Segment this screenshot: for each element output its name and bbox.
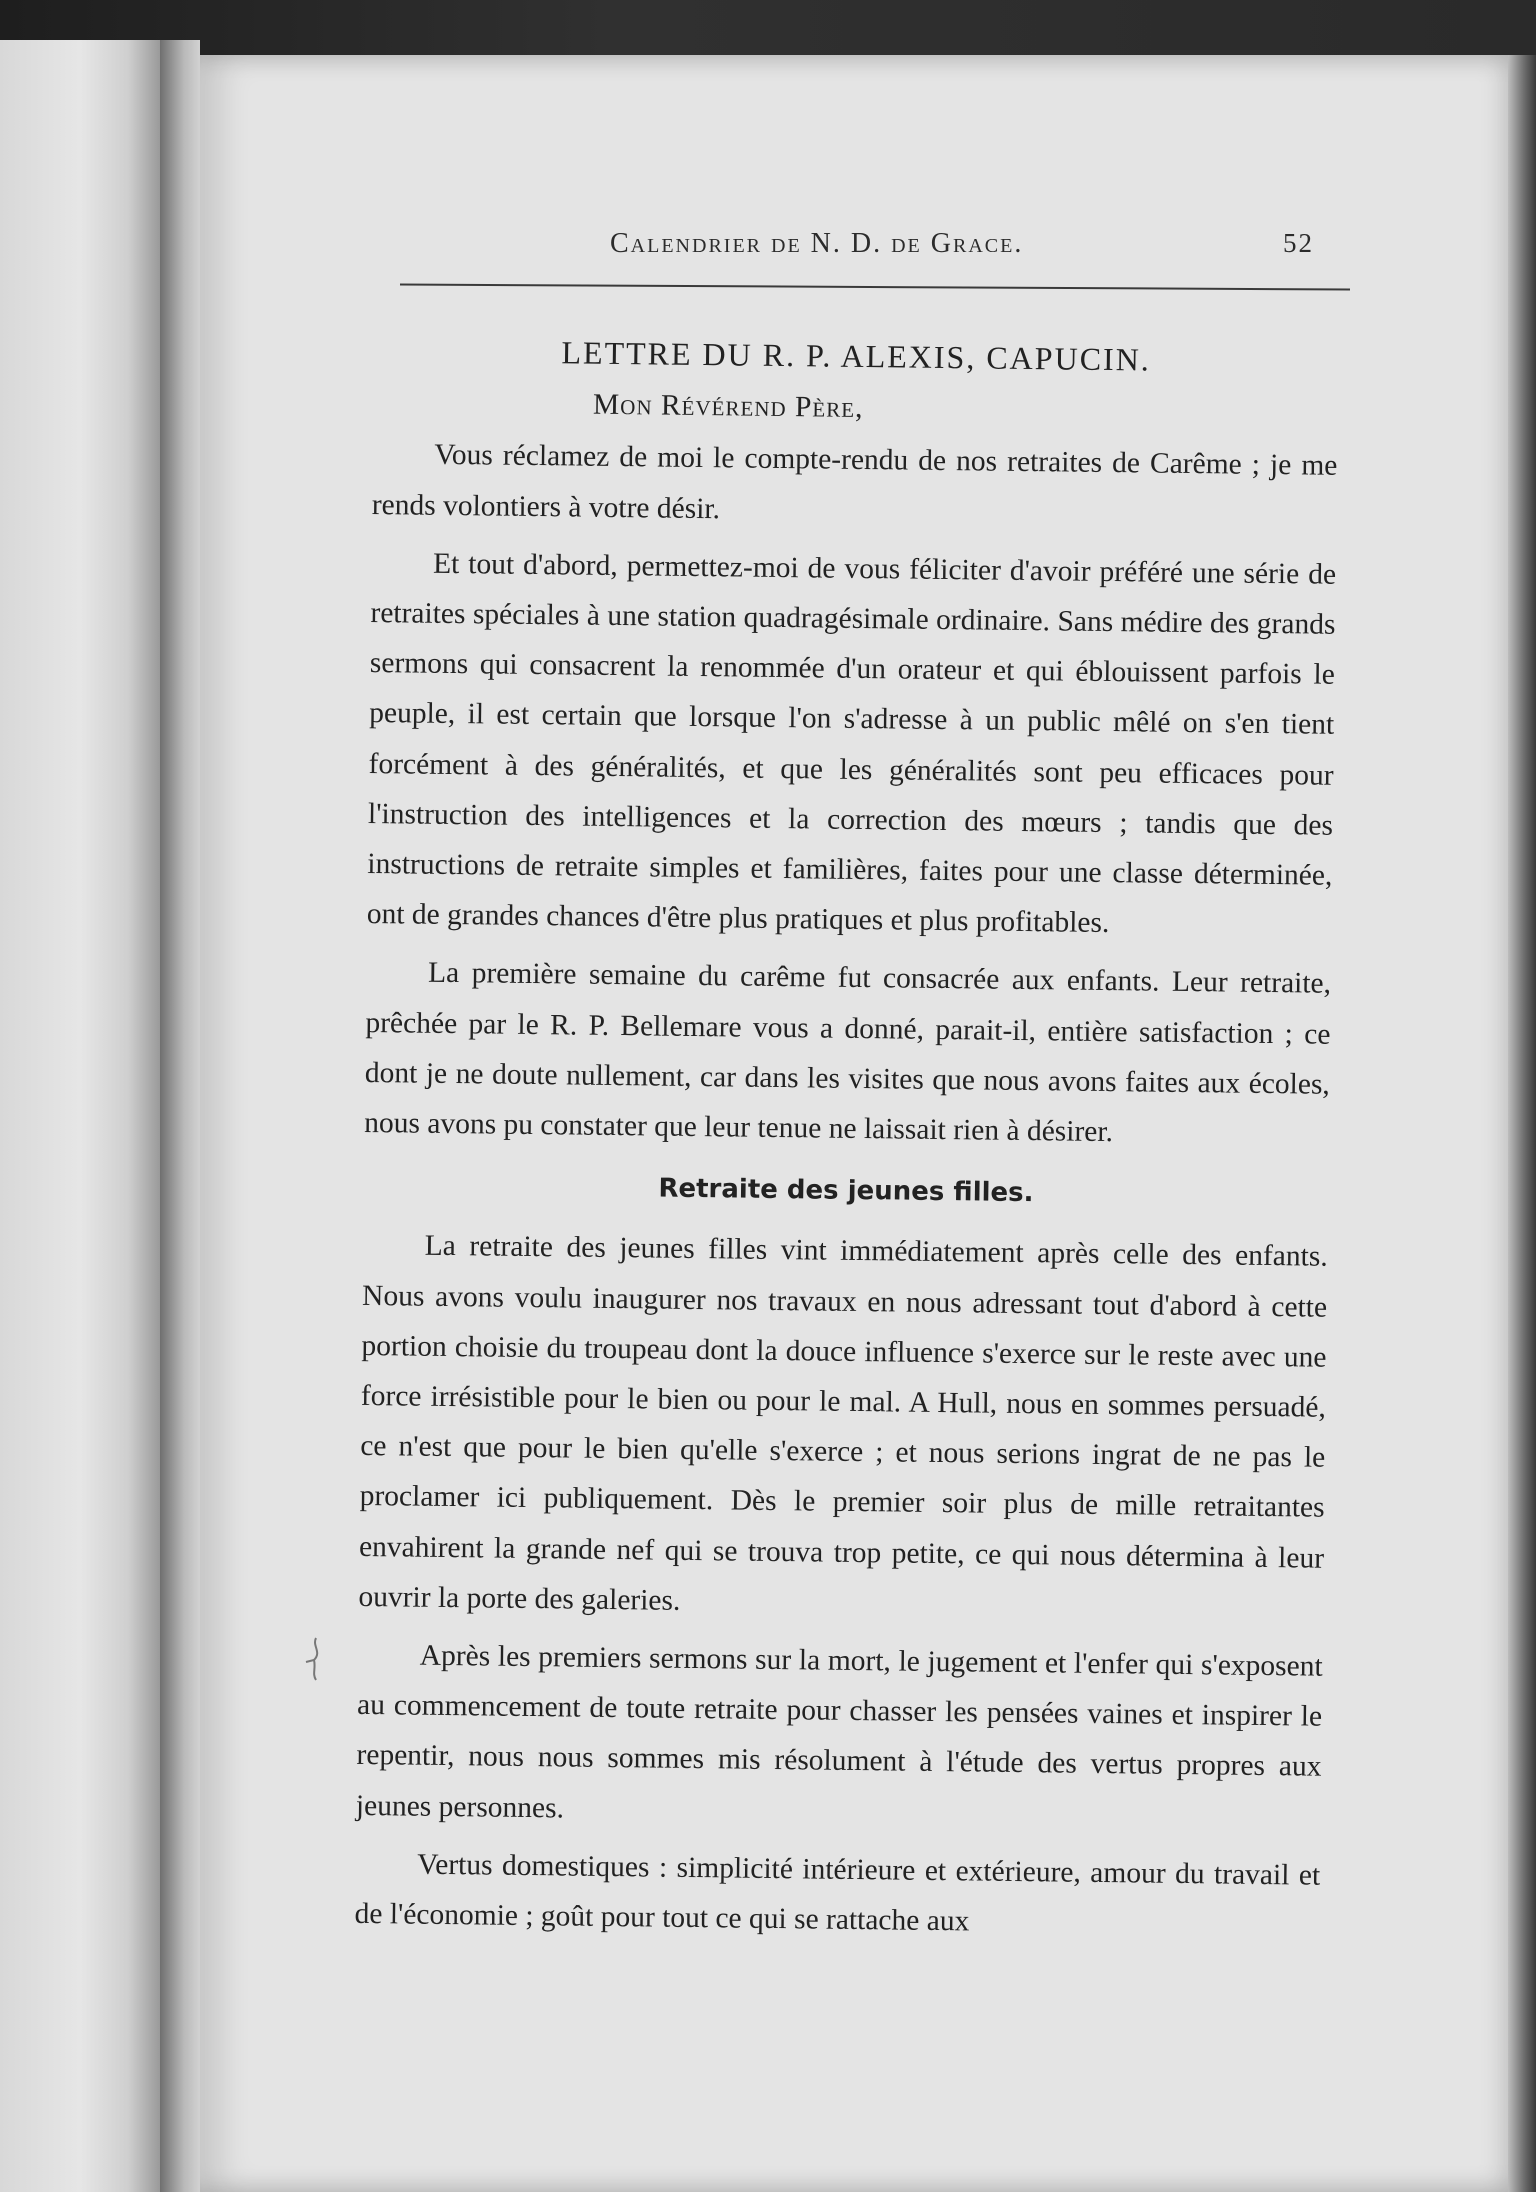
book-gutter — [160, 40, 200, 2192]
paragraph: La retraite des jeunes filles vint immédiatement après celle des enfants. Nous avons voulu inaugurer nos travaux en nous adressant tout d'abord à cette portion choisie du troupeau dont la douce influence s'exerce sur le reste avec une force irrésistible pour le bien ou pour le mal. A Hull, nous en sommes persuadé, ce n'est que pour le bien qu'elle s'exerce ; et nous serions ingrat de ne pas le proclamer ici publiquement. Dès le premier soir plus de mille retraitantes envahirent la grande nef qui se trouva trop petite, ce qui nous détermina à leur ouvrir la porte des galeries. — [358, 1230, 1328, 1617]
page-number: 52 — [1283, 228, 1314, 258]
paragraph: La première semaine du carême fut consacrée aux enfants. Leur retraite, prêchée par le R. P. Bellemare vous a donné, parait-il, entière satisfaction ; ce dont je ne doute nullement, car dans les visites que nous avons faites aux écoles, nous avons pu constater que leur tenue ne laissait rien à désirer. — [364, 957, 1332, 1149]
paragraph: Vous réclamez de moi le compte-rendu de nos retraites de Carême ; je me rends volontiers à votre désir. — [371, 439, 1338, 525]
pencil-margin-mark — [302, 1636, 332, 1682]
salutation: Mon Révérend Père, — [592, 388, 864, 425]
paragraph: Vertus domestiques : simplicité intérieure et extérieure, amour du travail et de l'économie ; goût pour tout ce qui se rattache aux — [354, 1848, 1321, 1938]
facing-page-edge — [0, 40, 160, 2192]
page-right-edge — [1508, 55, 1536, 2192]
letter-title: LETTRE DU R. P. ALEXIS, CAPUCIN. — [561, 334, 1152, 378]
section-title: Retraite des jeunes filles. — [658, 1173, 1034, 1209]
page-body — [354, 325, 1339, 1951]
paragraph: Après les premiers sermons sur la mort, le jugement et l'enfer qui s'exposent au commencement de toute retraite pour chasser les pensées vaines et inspirer le repentir, nous nous sommes mis résolument à l'étude des vertus propres aux jeunes personnes. — [355, 1639, 1323, 1825]
running-head-title: Calendrier de N. D. de Grace. — [610, 228, 1024, 259]
paragraph: Et tout d'abord, permettez-moi de vous féliciter d'avoir préféré une série de retraites spéciales à une station quadragésimale ordinaire. Sans médire des grands sermons qui consacrent la renommée d'un orateur et qui éblouissent parfois le peuple, il est certain que lorsque l'on s'adresse à un public mêlé on s'en tient forcément à des généralités, et que les généralités sont peu efficaces pour l'instruction des intelligences et la correction des mœurs ; tandis que des instructions de retraite simples et familières, faites pour une classe déterminée, ont de grandes chances d'être plus pratiques et plus profitables. — [366, 547, 1337, 940]
